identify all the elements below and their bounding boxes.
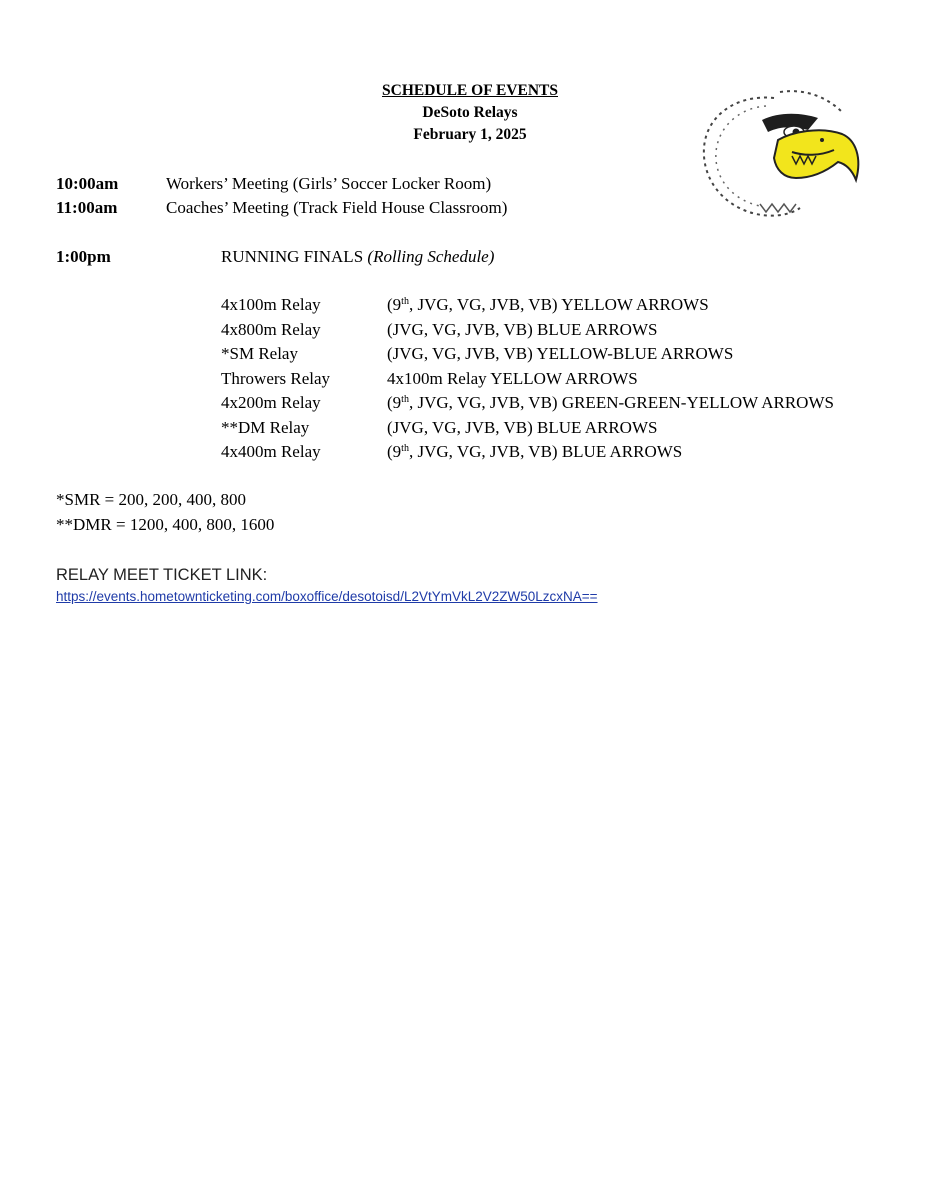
- detail-text: , JVG, VG, JVB, VB) BLUE ARROWS: [408, 442, 683, 461]
- relay-event-detail: [387, 391, 834, 416]
- detail-superscript: th: [401, 443, 409, 454]
- detail-text: , JVG, VG, JVB, VB) YELLOW ARROWS: [408, 295, 709, 314]
- schedule-time: 10:00am: [56, 174, 119, 193]
- finals-note: (Rolling Schedule): [367, 247, 495, 266]
- ticket-link[interactable]: https://events.hometownticketing.com/boxoffice/desotoisd/L2VtYmVkL2V2ZW50LzcxNA==: [56, 589, 598, 604]
- relay-event-name: **DM Relay: [221, 417, 310, 437]
- relay-event-row: [221, 391, 834, 416]
- detail-prefix: (9: [387, 442, 402, 461]
- dmr-note: **DMR = 1200, 400, 800, 1600: [56, 514, 275, 534]
- schedule-row: [56, 196, 507, 220]
- detail-superscript: th: [401, 296, 409, 307]
- relay-event-row: [221, 367, 834, 392]
- running-finals-row: [56, 245, 494, 269]
- relay-event-row: [221, 293, 834, 318]
- detail-text: 4x100m Relay YELLOW ARROWS: [387, 368, 638, 388]
- relay-event-name: 4x800m Relay: [221, 319, 321, 339]
- schedule-description: Coaches’ Meeting (Track Field House Classroom): [166, 198, 508, 217]
- relay-event-detail: [387, 318, 657, 343]
- relay-event-name: 4x400m Relay: [221, 442, 321, 461]
- detail-text: (JVG, VG, JVB, VB) BLUE ARROWS: [387, 417, 658, 437]
- relay-event-name: Throwers Relay: [221, 368, 331, 388]
- finals-label: [221, 245, 494, 269]
- relay-events-list: [221, 293, 834, 465]
- meet-name: DeSoto Relays: [422, 104, 518, 121]
- schedule-time: 11:00am: [56, 198, 118, 217]
- relay-notes: [56, 488, 274, 537]
- relay-event-detail: [387, 440, 682, 465]
- relay-event-row: [221, 342, 834, 367]
- relay-event-name: 4x100m Relay: [221, 295, 321, 314]
- ticket-section: [56, 563, 598, 607]
- detail-superscript: th: [401, 394, 409, 405]
- schedule-description: Workers’ Meeting (Girls’ Soccer Locker Room): [166, 174, 492, 193]
- relay-event-detail: [387, 342, 733, 367]
- schedule-row: [56, 172, 491, 196]
- relay-event-name: 4x200m Relay: [221, 393, 321, 412]
- eagle-mascot-icon: [696, 86, 862, 220]
- detail-prefix: (9: [387, 295, 402, 314]
- ticket-label: RELAY MEET TICKET LINK:: [56, 566, 268, 584]
- meet-date: February 1, 2025: [413, 126, 527, 143]
- relay-event-detail: [387, 293, 709, 318]
- relay-event-row: [221, 416, 834, 441]
- smr-note: *SMR = 200, 200, 400, 800: [56, 490, 246, 509]
- finals-label-text: RUNNING FINALS: [221, 247, 364, 266]
- detail-text: (JVG, VG, JVB, VB) BLUE ARROWS: [387, 319, 658, 339]
- detail-text: , JVG, VG, JVB, VB) GREEN-GREEN-YELLOW ARROWS: [408, 393, 834, 412]
- relay-event-name: *SM Relay: [221, 344, 298, 363]
- document-header: [320, 80, 620, 146]
- relay-event-row: [221, 440, 834, 465]
- relay-event-row: [221, 318, 834, 343]
- detail-prefix: (9: [387, 393, 402, 412]
- relay-event-detail: [387, 367, 638, 392]
- document-title: SCHEDULE OF EVENTS: [382, 82, 558, 99]
- relay-event-detail: [387, 416, 657, 441]
- finals-time: 1:00pm: [56, 247, 111, 266]
- detail-text: (JVG, VG, JVB, VB) YELLOW-BLUE ARROWS: [387, 344, 734, 363]
